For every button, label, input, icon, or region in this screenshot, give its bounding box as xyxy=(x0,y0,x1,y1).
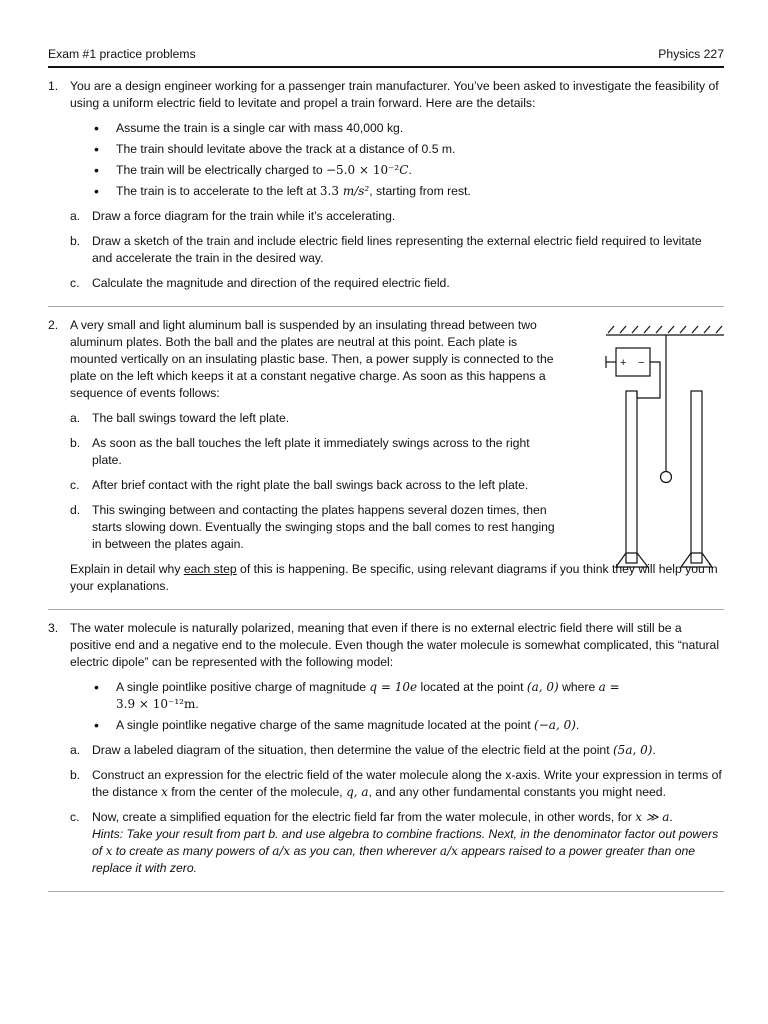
exam-page xyxy=(48,46,724,892)
right-plate xyxy=(691,391,702,563)
problem-1 xyxy=(48,78,724,292)
problem-2 xyxy=(48,317,724,595)
list-item: d. This swinging between and contacting the plates happens several dozen times, then starts slowing down. Eventually the swinging stops and the ball comes to rest hanging in between the plates again. xyxy=(70,503,555,551)
list-item: a. Draw a labeled diagram of the situation, then determine the value of the electric field at the point (5a, 0). xyxy=(70,743,656,757)
problem-3 xyxy=(48,620,724,877)
section-divider xyxy=(48,609,724,610)
list-item: b. Draw a sketch of the train and include electric field lines representing the external electric field required to levitate and accelerate the train in the desired way. xyxy=(70,234,702,265)
section-divider xyxy=(48,306,724,307)
right-plate-base xyxy=(681,553,712,567)
pendulum-apparatus-diagram xyxy=(604,323,726,569)
list-item: • The train is to accelerate to the left at 3.3 m/s², starting from rest. xyxy=(94,183,724,200)
details-list xyxy=(70,120,724,200)
problem-intro: A very small and light aluminum ball is suspended by an insulating thread between two aluminum plates. Both the ball and the plates are neutral at this point. Each plate is mounted vertically on an insulating plastic base. Then, a power supply is connected to the plate on the left which keeps it at a constant negative charge. As soon as this happens a sequence of events follows: xyxy=(70,318,554,400)
list-item: a. Draw a force diagram for the train while it’s accelerating. xyxy=(70,209,396,223)
list-item: a. The ball swings toward the left plate. xyxy=(70,411,290,425)
list-item: c. Now, create a simplified equation for the electric field far from the water molecule, in other words, for x ≫ a. Hints: Take your result from part b. and use algebra to combine fractions. Next, in the denominator factor out powers of x to create as many powers of a/x as you can, then wherever a/x appears raised to a power greater than one replace it with zero. xyxy=(70,810,719,875)
page-header xyxy=(48,46,724,68)
charge-value: −5.0 × 10⁻² xyxy=(326,163,400,177)
problem-number: 3. xyxy=(48,621,59,635)
parts-list xyxy=(70,742,724,877)
problem-number: 1. xyxy=(48,79,59,93)
exam-title: Exam #1 practice problems xyxy=(48,47,196,61)
problem-intro: The water molecule is naturally polarized, meaning that even if there is no external electric field there will still be a positive end and a negative end to the molecule. Even though the water molecule is somewhat complicated, this “natural electric dipole” can be represented with the following model: xyxy=(70,621,720,669)
list-item: • A single pointlike negative charge of the same magnitude located at the point (−a, 0). xyxy=(94,717,724,734)
hint-text: Hints: Take your result from part b. and use algebra to combine fractions. Next, in the denominator factor out powers of x to create as many powers of a/x as you can, then wherever a/x appears raised to a power greater than one replace it with zero. xyxy=(92,827,719,875)
supply-plus-label: + xyxy=(620,357,627,369)
course-name: Physics 227 xyxy=(658,47,724,61)
acceleration-value: 3.3 xyxy=(319,184,340,198)
events-list xyxy=(70,410,556,553)
list-item: • The train will be electrically charged to −5.0 × 10⁻²C. xyxy=(94,162,724,179)
parts-list xyxy=(70,208,724,292)
list-item: • Assume the train is a single car with mass 40,000 kg. xyxy=(94,120,724,137)
model-list xyxy=(70,679,724,734)
list-item: b. As soon as the ball touches the left plate it immediately swings across to the right plate. xyxy=(70,436,530,467)
problem-number: 2. xyxy=(48,318,59,332)
list-item: • A single pointlike positive charge of magnitude q = 10e located at the point (a, 0) where a = 3.9 × 10⁻¹²m. xyxy=(94,679,724,713)
list-item: b. Construct an expression for the electric field of the water molecule along the x-axis. Write your expression in terms of the distance x from the center of the molecule, q, a, and any other fundamental constants you might need. xyxy=(70,768,722,799)
aluminum-ball xyxy=(661,472,672,483)
problem-intro: You are a design engineer working for a passenger train manufacturer. You’ve been asked to investigate the feasibility of using a uniform electric field to levitate and propel a train forward. Here are the details: xyxy=(70,79,719,110)
supply-minus-label: − xyxy=(638,357,645,369)
left-plate-base xyxy=(616,553,648,567)
problem-closing: Explain in detail why each step of this is happening. Be specific, using relevant diagrams if you think they will help you in your explanations. xyxy=(70,562,718,593)
list-item: • The train should levitate above the track at a distance of 0.5 m. xyxy=(94,141,724,158)
left-plate xyxy=(626,391,637,563)
section-divider xyxy=(48,891,724,892)
list-item: c. Calculate the magnitude and direction of the required electric field. xyxy=(70,276,450,290)
list-item: c. After brief contact with the right plate the ball swings back across to the left plate. xyxy=(70,478,529,492)
ceiling-hatching xyxy=(608,326,722,333)
